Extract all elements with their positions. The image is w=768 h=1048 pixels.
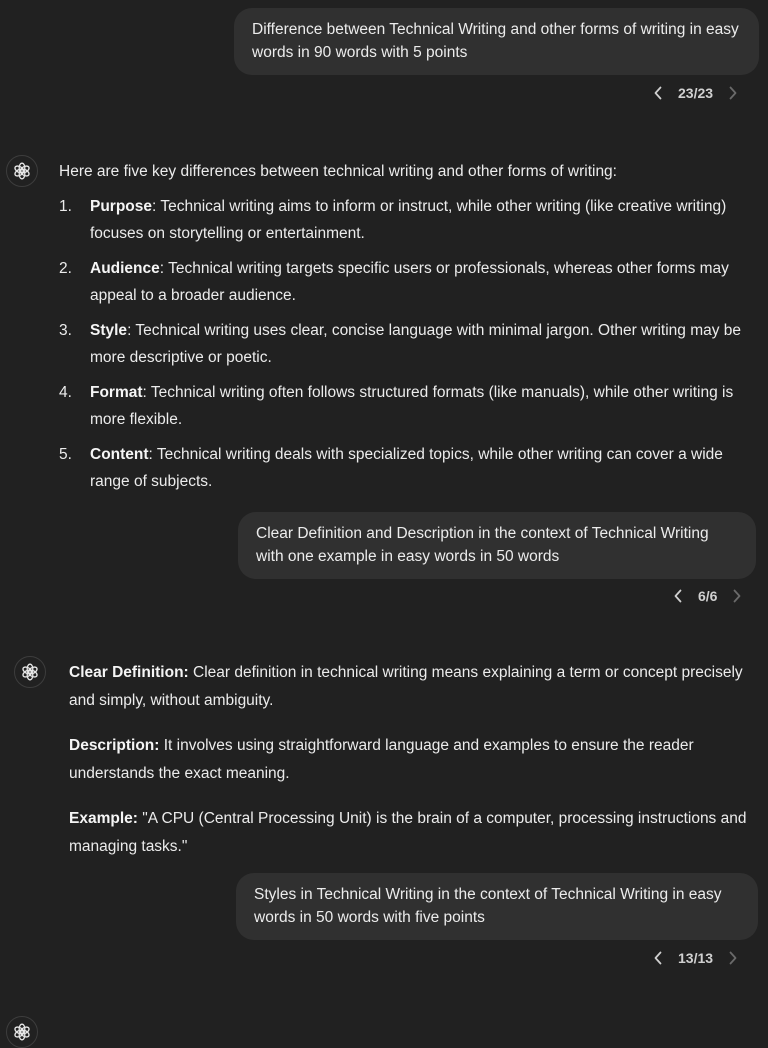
list-item: [59, 317, 759, 372]
list-number: 4.: [59, 383, 72, 401]
openai-logo-icon: [12, 1022, 32, 1042]
point-term: Style: [90, 321, 128, 339]
list-item: [59, 441, 759, 496]
assistant-message: [69, 659, 761, 860]
user-message: [236, 873, 758, 940]
point-term: Format: [90, 383, 143, 401]
chevron-left-icon[interactable]: [648, 946, 668, 970]
list-number: 3.: [59, 321, 72, 339]
response-pager: [648, 946, 743, 970]
paragraph-term: Description:: [69, 737, 160, 754]
chevron-right-icon[interactable]: [723, 946, 743, 970]
paragraph-term: Example:: [69, 810, 138, 827]
list-number: 1.: [59, 197, 72, 215]
chevron-left-icon[interactable]: [648, 81, 668, 105]
point-text: : Technical writing uses clear, concise language with minimal jargon. Other writing may be more descriptive or poetic.: [90, 321, 742, 366]
point-text: : Technical writing often follows structured formats (like manuals), while other writing is more flexible.: [90, 383, 734, 428]
user-message: [238, 512, 756, 579]
difference-list: [59, 193, 759, 496]
paragraph-text: Clear definition in technical writing means explaining a term or concept precisely and simply, without ambiguity.: [69, 664, 743, 709]
response-pager: [648, 81, 743, 105]
pager-count: 13/13: [678, 950, 714, 966]
list-number: 2.: [59, 259, 72, 277]
user-message: [234, 8, 759, 75]
example-paragraph: [69, 805, 761, 860]
user-message-text: Clear Definition and Description in the context of Technical Writing with one example in easy words in 50 words: [256, 525, 709, 565]
chevron-right-icon[interactable]: [723, 81, 743, 105]
chevron-left-icon[interactable]: [668, 584, 688, 608]
point-term: Audience: [90, 259, 160, 277]
assistant-intro: Here are five key differences between technical writing and other forms of writing:: [59, 163, 617, 180]
list-item: [59, 379, 759, 434]
list-item: [59, 255, 759, 310]
assistant-avatar: [6, 1016, 38, 1048]
pager-count: 6/6: [698, 588, 718, 604]
point-text: : Technical writing aims to inform or instruct, while other writing (like creative writing) focuses on storytelling or entertainment.: [90, 197, 727, 242]
chevron-right-icon[interactable]: [727, 584, 747, 608]
assistant-avatar: [14, 656, 46, 688]
paragraph-text: It involves using straightforward language and examples to ensure the reader understands the exact meaning.: [69, 737, 694, 782]
assistant-message: [59, 158, 759, 496]
paragraph-term: Clear Definition:: [69, 664, 189, 681]
paragraph-text: "A CPU (Central Processing Unit) is the brain of a computer, processing instructions and managing tasks.": [69, 810, 747, 855]
point-text: : Technical writing deals with specialized topics, while other writing can cover a wide range of subjects.: [90, 445, 723, 490]
assistant-avatar: [6, 155, 38, 187]
openai-logo-icon: [20, 662, 40, 682]
point-term: Content: [90, 445, 149, 463]
definition-paragraph: [69, 659, 761, 714]
point-text: : Technical writing targets specific users or professionals, whereas other forms may appeal to a broader audience.: [90, 259, 729, 304]
openai-logo-icon: [12, 161, 32, 181]
pager-count: 23/23: [678, 85, 714, 101]
list-item: [59, 193, 759, 248]
point-term: Purpose: [90, 197, 153, 215]
user-message-text: Difference between Technical Writing and other forms of writing in easy words in 90 words with 5 points: [252, 21, 739, 61]
list-number: 5.: [59, 445, 72, 463]
description-paragraph: [69, 732, 761, 787]
response-pager: [668, 584, 747, 608]
user-message-text: Styles in Technical Writing in the context of Technical Writing in easy words in 50 words with five points: [254, 886, 722, 926]
